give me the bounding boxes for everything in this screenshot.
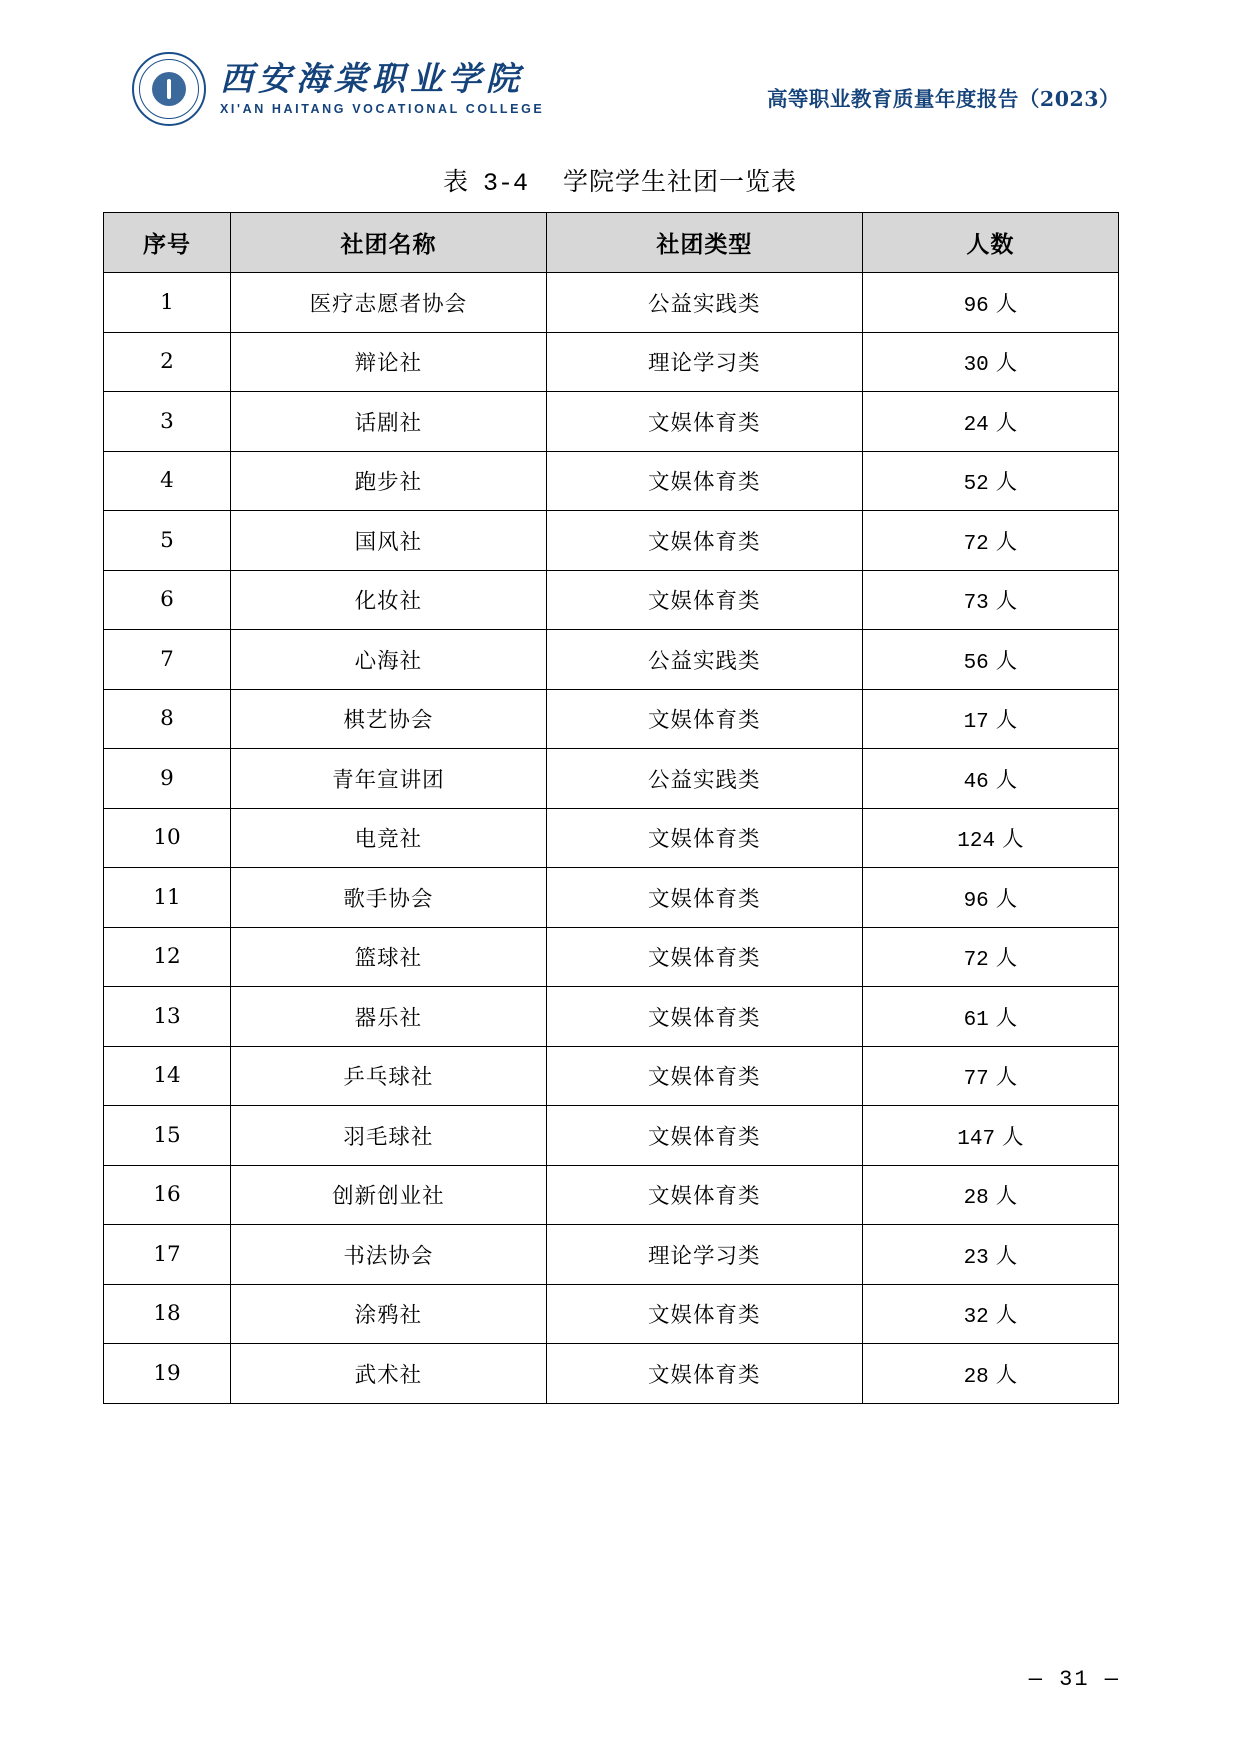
page-header bbox=[0, 52, 1240, 144]
member-count-number: 56 bbox=[963, 651, 989, 675]
member-count-number: 28 bbox=[963, 1187, 989, 1211]
logo-text bbox=[220, 59, 545, 117]
table-row bbox=[104, 570, 1119, 630]
table-caption-text: 学院学生社团一览表 bbox=[562, 167, 797, 196]
member-count-number: 77 bbox=[963, 1068, 989, 1092]
member-count-unit: 人 bbox=[995, 1065, 1018, 1091]
member-count-unit: 人 bbox=[995, 1184, 1018, 1210]
cell-club-name: 器乐社 bbox=[231, 987, 547, 1047]
cell-index: 17 bbox=[104, 1225, 231, 1285]
table-row bbox=[104, 987, 1119, 1047]
member-count-unit: 人 bbox=[995, 1005, 1018, 1031]
cell-club-name: 羽毛球社 bbox=[231, 1106, 547, 1166]
cell-index: 13 bbox=[104, 987, 231, 1047]
cell-index: 5 bbox=[104, 511, 231, 571]
table-row bbox=[104, 749, 1119, 809]
student-club-table bbox=[103, 212, 1119, 1404]
cell-member-count bbox=[862, 570, 1118, 630]
cell-index: 3 bbox=[104, 392, 231, 452]
table-caption bbox=[0, 162, 1240, 198]
member-count-number: 28 bbox=[963, 1365, 989, 1389]
member-count-number: 72 bbox=[963, 949, 989, 973]
cell-index: 1 bbox=[104, 273, 231, 333]
member-count-unit: 人 bbox=[995, 291, 1018, 317]
column-header-index: 序号 bbox=[104, 213, 231, 273]
cell-club-type: 文娱体育类 bbox=[546, 1046, 862, 1106]
cell-club-name: 乒乓球社 bbox=[231, 1046, 547, 1106]
cell-club-type: 公益实践类 bbox=[546, 630, 862, 690]
member-count-number: 23 bbox=[963, 1246, 989, 1270]
member-count-unit: 人 bbox=[995, 529, 1018, 555]
cell-club-type: 文娱体育类 bbox=[546, 1165, 862, 1225]
member-count-unit: 人 bbox=[995, 1243, 1018, 1269]
member-count-number: 32 bbox=[963, 1306, 989, 1330]
cell-member-count bbox=[862, 749, 1118, 809]
table-caption-number: 表 3-4 bbox=[443, 169, 529, 198]
member-count-number: 73 bbox=[963, 592, 989, 616]
member-count-number: 17 bbox=[963, 711, 989, 735]
cell-club-name: 医疗志愿者协会 bbox=[231, 273, 547, 333]
cell-index: 8 bbox=[104, 689, 231, 749]
table-row bbox=[104, 332, 1119, 392]
logo-name-cn: 西安海棠职业学院 bbox=[220, 59, 524, 99]
cell-index: 19 bbox=[104, 1344, 231, 1404]
table-row bbox=[104, 1284, 1119, 1344]
cell-index: 6 bbox=[104, 570, 231, 630]
cell-club-type: 公益实践类 bbox=[546, 273, 862, 333]
cell-member-count bbox=[862, 808, 1118, 868]
cell-member-count bbox=[862, 1106, 1118, 1166]
column-header-member-count: 人数 bbox=[862, 213, 1118, 273]
cell-club-name: 武术社 bbox=[231, 1344, 547, 1404]
cell-member-count bbox=[862, 1165, 1118, 1225]
cell-member-count bbox=[862, 1344, 1118, 1404]
member-count-unit: 人 bbox=[995, 767, 1018, 793]
cell-club-type: 理论学习类 bbox=[546, 332, 862, 392]
cell-index: 11 bbox=[104, 868, 231, 928]
member-count-number: 30 bbox=[963, 354, 989, 378]
member-count-number: 147 bbox=[957, 1127, 996, 1151]
table-row bbox=[104, 1106, 1119, 1166]
cell-index: 4 bbox=[104, 451, 231, 511]
cell-club-type: 文娱体育类 bbox=[546, 868, 862, 928]
cell-club-name: 涂鸦社 bbox=[231, 1284, 547, 1344]
cell-index: 16 bbox=[104, 1165, 231, 1225]
cell-club-type: 文娱体育类 bbox=[546, 451, 862, 511]
table-row bbox=[104, 1046, 1119, 1106]
report-title: 高等职业教育质量年度报告（2023） bbox=[766, 87, 1120, 111]
cell-member-count bbox=[862, 927, 1118, 987]
member-count-unit: 人 bbox=[995, 1362, 1018, 1388]
cell-club-name: 书法协会 bbox=[231, 1225, 547, 1285]
member-count-unit: 人 bbox=[995, 708, 1018, 734]
member-count-number: 52 bbox=[963, 473, 989, 497]
cell-index: 9 bbox=[104, 749, 231, 809]
cell-index: 10 bbox=[104, 808, 231, 868]
cell-club-type: 文娱体育类 bbox=[546, 927, 862, 987]
college-logo bbox=[132, 52, 544, 126]
cell-club-name: 话剧社 bbox=[231, 392, 547, 452]
member-count-number: 96 bbox=[963, 889, 989, 913]
table-header-row bbox=[104, 213, 1119, 273]
cell-club-type: 文娱体育类 bbox=[546, 1284, 862, 1344]
cell-club-name: 棋艺协会 bbox=[231, 689, 547, 749]
cell-member-count bbox=[862, 451, 1118, 511]
cell-club-name: 跑步社 bbox=[231, 451, 547, 511]
college-seal-icon bbox=[132, 52, 206, 126]
cell-club-name: 歌手协会 bbox=[231, 868, 547, 928]
cell-member-count bbox=[862, 630, 1118, 690]
table-row bbox=[104, 451, 1119, 511]
cell-member-count bbox=[862, 689, 1118, 749]
cell-club-type: 文娱体育类 bbox=[546, 511, 862, 571]
table-row bbox=[104, 1344, 1119, 1404]
cell-index: 12 bbox=[104, 927, 231, 987]
table-row bbox=[104, 273, 1119, 333]
cell-member-count bbox=[862, 1225, 1118, 1285]
column-header-club-name: 社团名称 bbox=[231, 213, 547, 273]
cell-club-type: 文娱体育类 bbox=[546, 808, 862, 868]
cell-club-name: 辩论社 bbox=[231, 332, 547, 392]
cell-member-count bbox=[862, 868, 1118, 928]
column-header-club-type: 社团类型 bbox=[546, 213, 862, 273]
cell-member-count bbox=[862, 1046, 1118, 1106]
member-count-number: 46 bbox=[963, 770, 989, 794]
cell-member-count bbox=[862, 332, 1118, 392]
cell-club-name: 青年宣讲团 bbox=[231, 749, 547, 809]
cell-club-type: 文娱体育类 bbox=[546, 689, 862, 749]
table-row bbox=[104, 808, 1119, 868]
cell-index: 15 bbox=[104, 1106, 231, 1166]
table-row bbox=[104, 689, 1119, 749]
club-table-container bbox=[103, 212, 1119, 1404]
cell-member-count bbox=[862, 511, 1118, 571]
logo-name-en: XI'AN HAITANG VOCATIONAL COLLEGE bbox=[220, 102, 545, 117]
member-count-number: 72 bbox=[963, 532, 989, 556]
cell-member-count bbox=[862, 392, 1118, 452]
member-count-unit: 人 bbox=[995, 648, 1018, 674]
cell-club-type: 文娱体育类 bbox=[546, 392, 862, 452]
table-row bbox=[104, 630, 1119, 690]
member-count-unit: 人 bbox=[1001, 827, 1024, 853]
cell-club-type: 理论学习类 bbox=[546, 1225, 862, 1285]
member-count-unit: 人 bbox=[995, 886, 1018, 912]
table-row bbox=[104, 511, 1119, 571]
member-count-unit: 人 bbox=[995, 351, 1018, 377]
page-number: — 31 — bbox=[1028, 1667, 1120, 1692]
cell-club-type: 文娱体育类 bbox=[546, 987, 862, 1047]
table-row bbox=[104, 927, 1119, 987]
cell-club-name: 篮球社 bbox=[231, 927, 547, 987]
member-count-unit: 人 bbox=[995, 470, 1018, 496]
member-count-unit: 人 bbox=[995, 410, 1018, 436]
cell-index: 14 bbox=[104, 1046, 231, 1106]
member-count-unit: 人 bbox=[995, 946, 1018, 972]
cell-club-type: 文娱体育类 bbox=[546, 1344, 862, 1404]
member-count-unit: 人 bbox=[1001, 1124, 1024, 1150]
member-count-unit: 人 bbox=[995, 589, 1018, 615]
cell-member-count bbox=[862, 273, 1118, 333]
cell-index: 18 bbox=[104, 1284, 231, 1344]
member-count-number: 124 bbox=[957, 830, 996, 854]
table-row bbox=[104, 1165, 1119, 1225]
cell-club-name: 电竞社 bbox=[231, 808, 547, 868]
table-row bbox=[104, 868, 1119, 928]
cell-club-type: 文娱体育类 bbox=[546, 570, 862, 630]
member-count-unit: 人 bbox=[995, 1303, 1018, 1329]
cell-member-count bbox=[862, 1284, 1118, 1344]
cell-club-name: 化妆社 bbox=[231, 570, 547, 630]
member-count-number: 96 bbox=[963, 294, 989, 318]
cell-club-type: 公益实践类 bbox=[546, 749, 862, 809]
table-row bbox=[104, 392, 1119, 452]
table-row bbox=[104, 1225, 1119, 1285]
cell-club-name: 心海社 bbox=[231, 630, 547, 690]
cell-club-name: 创新创业社 bbox=[231, 1165, 547, 1225]
member-count-number: 24 bbox=[963, 413, 989, 437]
cell-member-count bbox=[862, 987, 1118, 1047]
member-count-number: 61 bbox=[963, 1008, 989, 1032]
cell-index: 2 bbox=[104, 332, 231, 392]
cell-index: 7 bbox=[104, 630, 231, 690]
cell-club-type: 文娱体育类 bbox=[546, 1106, 862, 1166]
cell-club-name: 国风社 bbox=[231, 511, 547, 571]
